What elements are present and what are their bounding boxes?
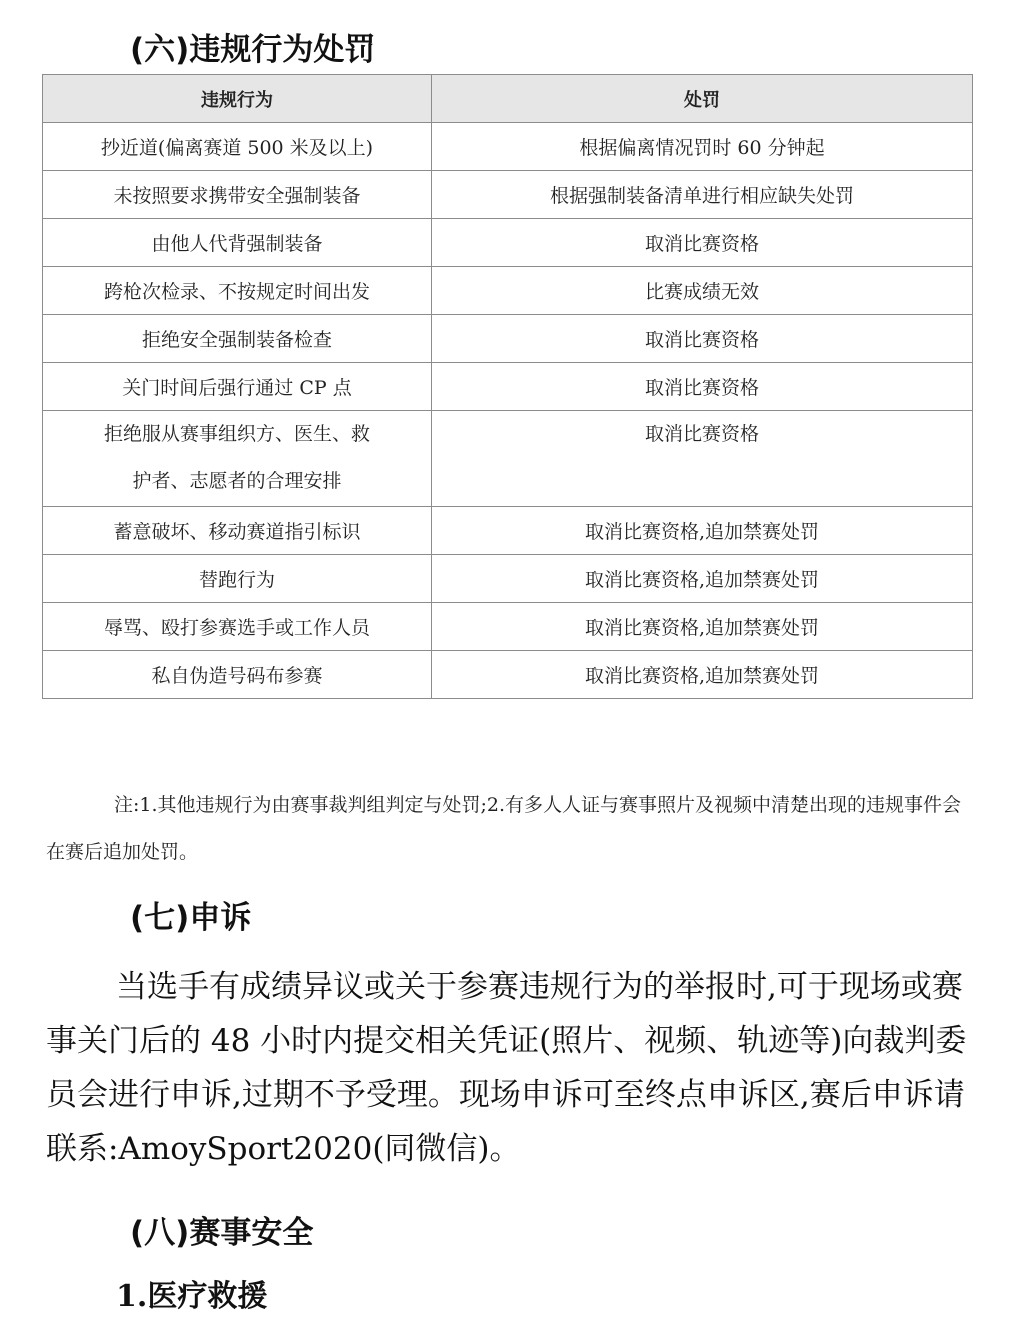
- penalty-cell: 取消比赛资格: [432, 315, 973, 363]
- violation-penalty-table: [42, 74, 973, 699]
- table-row: [43, 171, 973, 219]
- table-row: [43, 555, 973, 603]
- violation-cell: 抄近道(偏离赛道 500 米及以上): [43, 123, 432, 171]
- column-header-penalty: 处罚: [432, 75, 973, 123]
- violation-cell: 蓄意破坏、移动赛道指引标识: [43, 507, 432, 555]
- penalty-cell: 根据强制装备清单进行相应缺失处罚: [432, 171, 973, 219]
- table-row: [43, 123, 973, 171]
- section-8-heading: (八)赛事安全: [130, 1215, 314, 1251]
- table-row: [43, 267, 973, 315]
- penalty-cell: 取消比赛资格: [432, 363, 973, 411]
- penalty-cell: 取消比赛资格,追加禁赛处罚: [432, 603, 973, 651]
- column-header-violation: 违规行为: [43, 75, 432, 123]
- penalty-cell: 取消比赛资格,追加禁赛处罚: [432, 651, 973, 699]
- penalty-cell: 根据偏离情况罚时 60 分钟起: [432, 123, 973, 171]
- penalty-cell: 取消比赛资格: [432, 411, 973, 507]
- table-row: [43, 651, 973, 699]
- violation-cell: 私自伪造号码布参赛: [43, 651, 432, 699]
- table-row: [43, 411, 973, 507]
- violation-cell: 拒绝安全强制装备检查: [43, 315, 432, 363]
- table-row: [43, 507, 973, 555]
- penalty-cell: 比赛成绩无效: [432, 267, 973, 315]
- section-7-heading: (七)申诉: [130, 900, 252, 936]
- violation-cell: 未按照要求携带安全强制装备: [43, 171, 432, 219]
- violation-cell: 替跑行为: [43, 555, 432, 603]
- penalty-cell: 取消比赛资格,追加禁赛处罚: [432, 555, 973, 603]
- violation-cell: 由他人代背强制装备: [43, 219, 432, 267]
- section-6-heading: (六)违规行为处罚: [130, 32, 376, 68]
- appeal-paragraph: 当选手有成绩异议或关于参赛违规行为的举报时,可于现场或赛事关门后的 48 小时内提交相关凭证(照片、视频、轨迹等)向裁判委员会进行申诉,过期不予受理。现场申诉可至终点申诉区,赛后申诉请联系:AmoySport2020(同微信)。: [46, 969, 967, 1167]
- penalty-note: 注:1.其他违规行为由赛事裁判组判定与处罚;2.有多人人证与赛事照片及视频中清楚出现的违规事件会在赛后追加处罚。: [46, 794, 962, 863]
- medical-rescue-subheading: 1.医疗救援: [116, 1279, 268, 1314]
- penalty-cell: 取消比赛资格: [432, 219, 973, 267]
- table-row: [43, 219, 973, 267]
- table-row: [43, 363, 973, 411]
- violation-cell: 拒绝服从赛事组织方、医生、救护者、志愿者的合理安排: [43, 411, 432, 507]
- table-row: [43, 603, 973, 651]
- penalty-cell: 取消比赛资格,追加禁赛处罚: [432, 507, 973, 555]
- table-row: [43, 315, 973, 363]
- violation-cell: 关门时间后强行通过 CP 点: [43, 363, 432, 411]
- table-header-row: [43, 75, 973, 123]
- violation-cell: 跨枪次检录、不按规定时间出发: [43, 267, 432, 315]
- violation-cell: 辱骂、殴打参赛选手或工作人员: [43, 603, 432, 651]
